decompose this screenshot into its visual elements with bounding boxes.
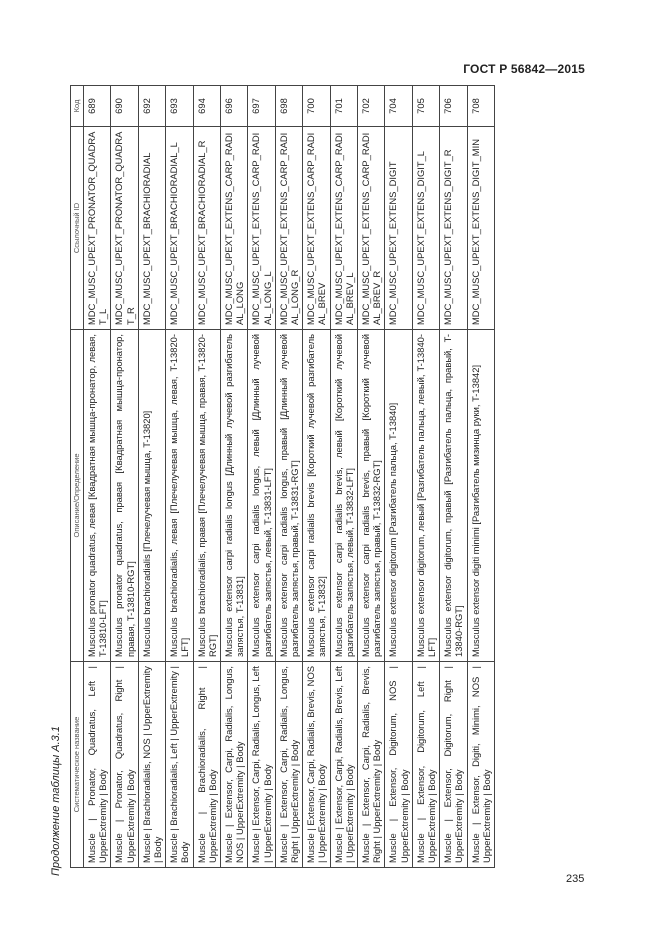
rotated-table-container — [70, 86, 578, 868]
cell-description: Musculus brachioradialis, левая [Плечелучевая мышца, левая, T-13820-LFT] — [166, 330, 193, 662]
cell-systematic-name: Muscle | Brachioradialis, Right | UpperExtremity | Body — [193, 662, 220, 868]
cell-systematic-name: Muscle | Extensor, Digitorum, Right | UpperExtremity | Body — [440, 662, 467, 868]
cell-reference-id: MDC_MUSC_UPEXT_EXTENS_CARP_RADIAL_BREV_L — [330, 127, 357, 330]
cell-reference-id: MDC_MUSC_UPEXT_PRONATOR_QUADRAT_L — [84, 127, 111, 330]
cell-description: Musculus extensor carpi radialis brevis, правый [Короткий лучевой разгибатель запястья, правый, T-13832-RGT] — [358, 330, 385, 662]
cell-code: 706 — [440, 86, 467, 127]
table-row — [166, 86, 193, 868]
cell-code: 705 — [412, 86, 439, 127]
cell-code: 692 — [138, 86, 165, 127]
cell-systematic-name: Muscle | Extensor, Carpi, Radialis, Longus, Right | UpperExtremity | Body — [275, 662, 302, 868]
cell-code: 708 — [467, 86, 494, 127]
cell-code: 704 — [385, 86, 412, 127]
page-number: 235 — [566, 873, 585, 885]
table-row — [193, 86, 220, 868]
table-row — [358, 86, 385, 868]
table-row — [385, 86, 412, 868]
table-row — [412, 86, 439, 868]
cell-reference-id: MDC_MUSC_UPEXT_EXTENS_DIGIT_R — [440, 127, 467, 330]
cell-description: Musculus extensor digiti minimi [Разгибатель мизинца руки, T-13842] — [467, 330, 494, 662]
col-header-reference-id: Ссылочный ID — [71, 127, 84, 330]
cell-reference-id: MDC_MUSC_UPEXT_EXTENS_CARP_RADIAL_LONG_R — [275, 127, 302, 330]
cell-code: 690 — [111, 86, 138, 127]
cell-description: Musculus pronator quadratus, правая [Квадратная мышца-пронатор, правая, T-13810-RGT] — [111, 330, 138, 662]
table-row — [440, 86, 467, 868]
cell-code: 701 — [330, 86, 357, 127]
cell-description: Musculus extensor carpi radialis brevis [Короткий лучевой разгибатель запястья, T-13832] — [303, 330, 330, 662]
table-caption: Продолжение таблицы А.3.1 — [50, 726, 62, 876]
cell-reference-id: MDC_MUSC_UPEXT_PRONATOR_QUADRAT_R — [111, 127, 138, 330]
cell-code: 694 — [193, 86, 220, 127]
table-row — [275, 86, 302, 868]
cell-reference-id: MDC_MUSC_UPEXT_BRACHIORADIAL_L — [166, 127, 193, 330]
col-header-code: Код — [71, 86, 84, 127]
cell-systematic-name: Muscle | Extensor, Digitorum, Left | UpperExtremity | Body — [412, 662, 439, 868]
table-row — [221, 86, 248, 868]
cell-description: Musculus extensor digitorum, правый [Разгибатель пальца, правый, T-13840-RGT] — [440, 330, 467, 662]
table-row — [138, 86, 165, 868]
cell-systematic-name: Muscle | Brachioradialis, NOS | UpperExtremity | Body — [138, 662, 165, 868]
cell-code: 696 — [221, 86, 248, 127]
table-row — [330, 86, 357, 868]
table-row — [248, 86, 275, 868]
cell-code: 697 — [248, 86, 275, 127]
data-table — [70, 85, 495, 868]
cell-description: Musculus extensor carpi radialis longus, правый [Длинный лучевой разгибатель запястья, правый, T-13831-RGT] — [275, 330, 302, 662]
cell-systematic-name: Muscle | Extensor, Digitorum, NOS | UpperExtremity | Body — [385, 662, 412, 868]
cell-description: Musculus pronator quadratus, левая [Квадратная мышца-пронатор, левая, T-13810-LFT] — [84, 330, 111, 662]
cell-code: 700 — [303, 86, 330, 127]
cell-description: Musculus extensor digitorum [Разгибатель пальца, T-13840] — [385, 330, 412, 662]
cell-systematic-name: Muscle | Extensor, Carpi, Radialis, Brevis, Left | UpperExtremity | Body — [330, 662, 357, 868]
cell-reference-id: MDC_MUSC_UPEXT_EXTENS_DIGIT — [385, 127, 412, 330]
cell-systematic-name: Muscle | Extensor, Carpi, Radialis, Brevis, Right | UpperExtremity | Body — [358, 662, 385, 868]
cell-code: 702 — [358, 86, 385, 127]
cell-code: 698 — [275, 86, 302, 127]
cell-systematic-name: Muscle | Extensor, Carpi, Radialis, Brevis, NOS | UpperExtremity | Body — [303, 662, 330, 868]
table-header-row — [71, 86, 84, 868]
cell-description: Musculus extensor carpi radialis longus [Длинный лучевой разгибатель запястья, T-13831] — [221, 330, 248, 662]
cell-systematic-name: Muscle | Extensor, Carpi, Radialis, Longus, NOS | UpperExtremity | Body — [221, 662, 248, 868]
table-row — [111, 86, 138, 868]
col-header-systematic-name: Систематическое название — [71, 662, 84, 868]
cell-reference-id: MDC_MUSC_UPEXT_BRACHIORADIAL — [138, 127, 165, 330]
cell-systematic-name: Muscle | Pronator, Quadratus, Left | UpperExtremity | Body — [84, 662, 111, 868]
cell-description: Musculus extensor digitorum, левый [Разгибатель пальца, левый, T-13840-LFT] — [412, 330, 439, 662]
cell-reference-id: MDC_MUSC_UPEXT_EXTENS_CARP_RADIAL_BREV_R — [358, 127, 385, 330]
cell-reference-id: MDC_MUSC_UPEXT_EXTENS_DIGIT_L — [412, 127, 439, 330]
cell-reference-id: MDC_MUSC_UPEXT_EXTENS_CARP_RADIAL_LONG_L — [248, 127, 275, 330]
cell-systematic-name: Muscle | Pronator, Quadratus, Right | UpperExtremity | Body — [111, 662, 138, 868]
cell-reference-id: MDC_MUSC_UPEXT_EXTENS_CARP_RADIAL_LONG — [221, 127, 248, 330]
col-header-description: Описание/Определение — [71, 330, 84, 662]
table-row — [467, 86, 494, 868]
cell-reference-id: MDC_MUSC_UPEXT_EXTENS_DIGIT_MIN — [467, 127, 494, 330]
cell-description: Musculus brachioradialis [Плечелучевая мышца, T-13820] — [138, 330, 165, 662]
table-row — [303, 86, 330, 868]
cell-code: 693 — [166, 86, 193, 127]
standard-header: ГОСТ Р 56842—2015 — [463, 62, 585, 76]
cell-reference-id: MDC_MUSC_UPEXT_BRACHIORADIAL_R — [193, 127, 220, 330]
table-row — [84, 86, 111, 868]
cell-systematic-name: Muscle | Brachioradialis, Left | UpperExtremity | Body — [166, 662, 193, 868]
cell-reference-id: MDC_MUSC_UPEXT_EXTENS_CARP_RADIAL_BREV — [303, 127, 330, 330]
cell-systematic-name: Muscle | Extensor, Carpi, Radialis, Longus, Left | UpperExtremity | Body — [248, 662, 275, 868]
cell-description: Musculus brachioradialis, правая [Плечелучевая мышца, правая, T-13820-RGT] — [193, 330, 220, 662]
cell-description: Musculus extensor carpi radialis brevis, левый [Короткий лучевой разгибатель запястья, левый, T-13832-LFT] — [330, 330, 357, 662]
cell-description: Musculus extensor carpi radialis longus, левый [Длинный лучевой разгибатель запястья, левый, T-13831-LFT] — [248, 330, 275, 662]
cell-code: 689 — [84, 86, 111, 127]
cell-systematic-name: Muscle | Extensor, Digiti, Minimi, NOS | UpperExtremity | Body — [467, 662, 494, 868]
